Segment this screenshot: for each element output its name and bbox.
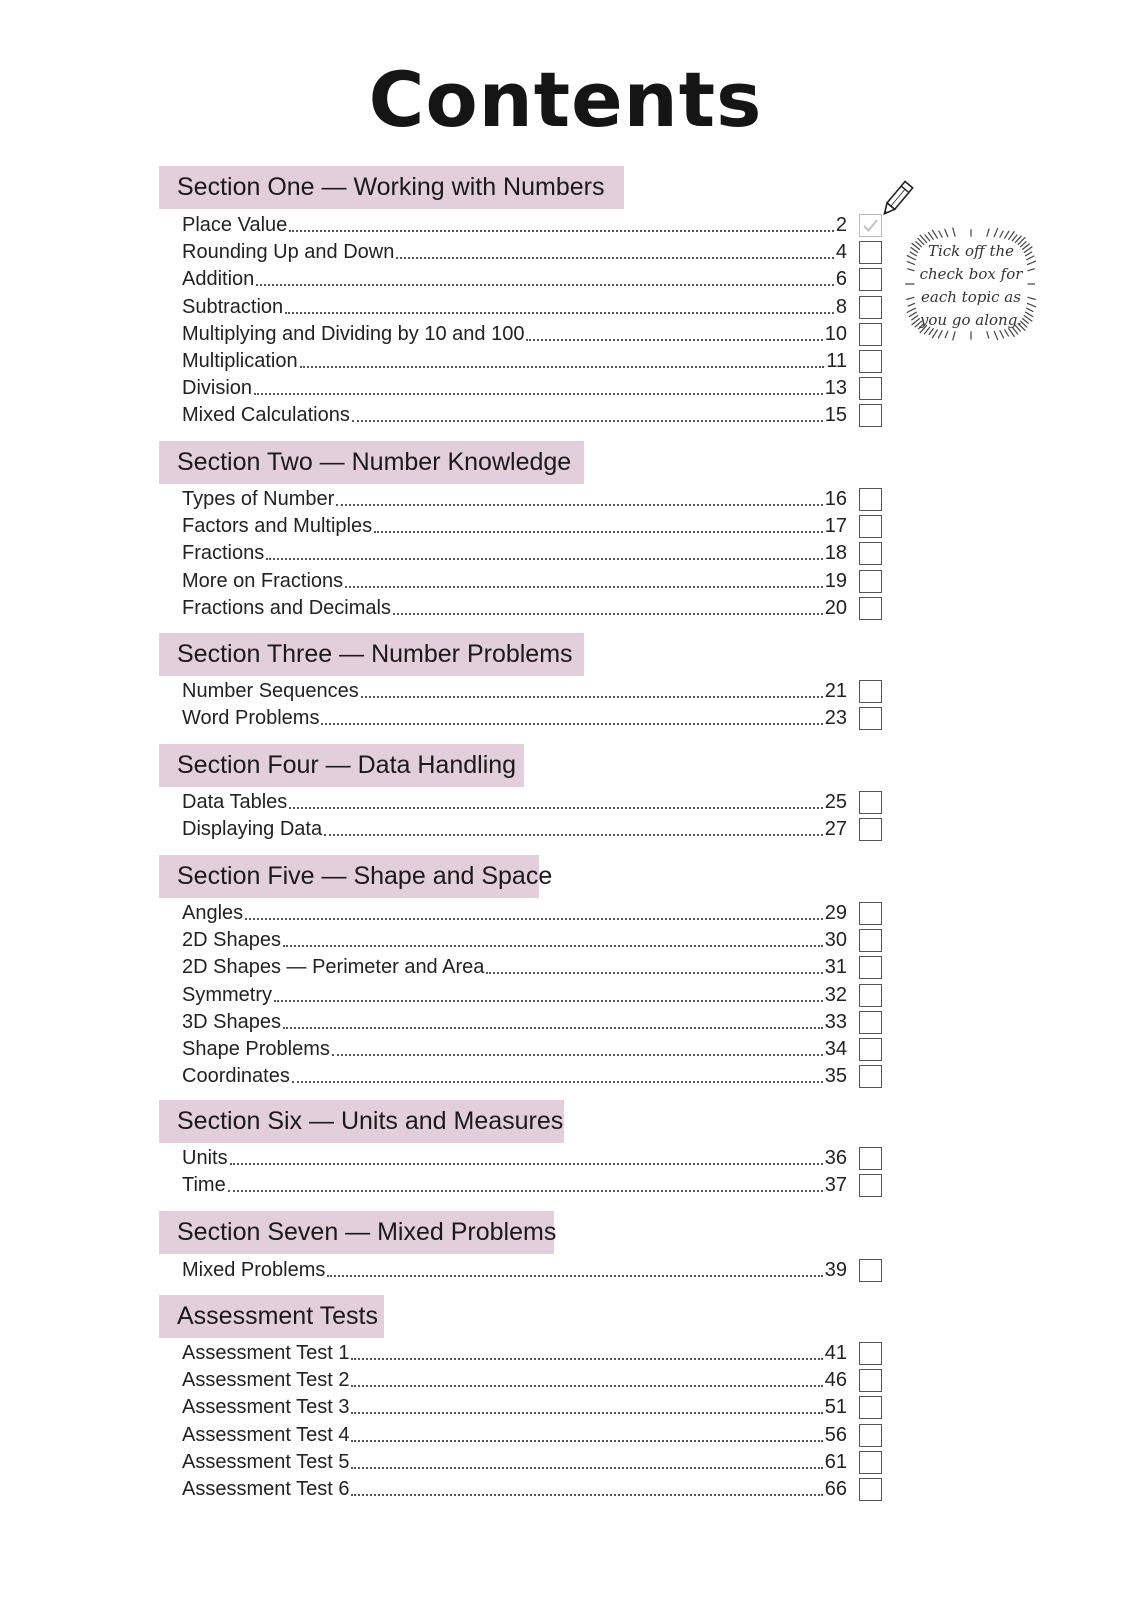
- toc-page-number: 11: [826, 350, 847, 372]
- topic-checkbox[interactable]: [859, 268, 882, 291]
- toc-page-number: 30: [824, 929, 847, 951]
- dot-leader: [374, 530, 823, 533]
- topic-checkbox[interactable]: [859, 1038, 882, 1061]
- topic-checkbox[interactable]: [859, 1259, 882, 1282]
- toc-entry-label: Multiplication: [182, 350, 298, 372]
- page-title: Contents: [368, 55, 763, 144]
- toc-page-number: 46: [824, 1369, 847, 1391]
- toc-entry: [182, 486, 847, 513]
- tick-off-tip: [901, 225, 1041, 343]
- tip-line: check box for: [919, 265, 1023, 283]
- burst-tick: [928, 232, 933, 239]
- topic-checkbox[interactable]: [859, 680, 882, 703]
- toc-page-number: 15: [824, 404, 847, 426]
- toc-entry: [182, 789, 847, 816]
- topic-checkbox[interactable]: [859, 515, 882, 538]
- toc-entry: [182, 982, 847, 1009]
- burst-tick: [945, 229, 948, 236]
- dot-leader: [230, 1162, 823, 1165]
- toc-page-number: 37: [824, 1174, 847, 1196]
- toc-entry-label: Data Tables: [182, 791, 288, 813]
- tip-line: you go along.: [919, 311, 1023, 329]
- dot-leader: [254, 392, 823, 395]
- dot-leader: [351, 1439, 822, 1442]
- toc-page-number: 18: [824, 542, 847, 564]
- toc-entry-label: Assessment Test 3: [182, 1396, 350, 1418]
- topic-checkbox[interactable]: [859, 241, 882, 264]
- dot-leader: [292, 1080, 823, 1083]
- section-header: Section Three — Number Problems: [159, 633, 584, 676]
- dot-leader: [245, 917, 823, 920]
- topic-checkbox[interactable]: [859, 570, 882, 593]
- dot-leader: [289, 229, 834, 232]
- topic-checkbox[interactable]: [859, 296, 882, 319]
- toc-page-number: 39: [824, 1259, 847, 1281]
- topic-checkbox[interactable]: [859, 1478, 882, 1501]
- toc-entry-label: Assessment Test 4: [182, 1424, 350, 1446]
- toc-page-number: 56: [824, 1424, 847, 1446]
- toc-page-number: 4: [835, 241, 847, 263]
- dot-leader: [256, 283, 834, 286]
- toc-entry-label: Factors and Multiples: [182, 515, 373, 537]
- dot-leader: [324, 833, 823, 836]
- burst-tick: [939, 231, 942, 237]
- toc-page-number: 31: [824, 956, 847, 978]
- burst-tick: [994, 331, 997, 339]
- toc-entry-label: Multiplying and Dividing by 10 and 100: [182, 323, 525, 345]
- dot-leader: [526, 338, 822, 341]
- toc-entry: [182, 1422, 847, 1449]
- toc-entry: [182, 540, 847, 567]
- burst-tick: [945, 331, 948, 337]
- toc-page-number: 29: [824, 902, 847, 924]
- toc-entry-label: Coordinates: [182, 1065, 290, 1087]
- toc-entry: [182, 1476, 847, 1503]
- toc-entry-label: Units: [182, 1147, 228, 1169]
- dot-leader: [351, 1493, 822, 1496]
- toc-entry: [182, 212, 847, 239]
- toc-entry-label: Types of Number: [182, 488, 335, 510]
- topic-checkbox[interactable]: [859, 404, 882, 427]
- toc-page-number: 51: [824, 1396, 847, 1418]
- dot-leader: [285, 311, 834, 314]
- section-header: Section Seven — Mixed Problems: [159, 1211, 554, 1254]
- toc-entry: [182, 1036, 847, 1063]
- toc-entry: [182, 595, 847, 622]
- topic-checkbox[interactable]: [859, 1342, 882, 1365]
- topic-checkbox[interactable]: [859, 956, 882, 979]
- toc-entry: [182, 568, 847, 595]
- toc-entry-label: Assessment Test 1: [182, 1342, 350, 1364]
- toc-entry: [182, 1367, 847, 1394]
- dot-leader: [327, 1274, 822, 1277]
- dot-leader: [266, 557, 823, 560]
- tip-text: [901, 240, 1041, 332]
- toc-entry-label: Fractions: [182, 542, 265, 564]
- toc-entry-label: Place Value: [182, 214, 288, 236]
- dot-leader: [332, 1053, 823, 1056]
- toc-page-number: 19: [824, 570, 847, 592]
- section-header: Section Four — Data Handling: [159, 744, 524, 787]
- toc-page-number: 21: [824, 680, 847, 702]
- burst-tick: [953, 332, 955, 340]
- section-header: Section One — Working with Numbers: [159, 166, 624, 209]
- toc-entry: [182, 816, 847, 843]
- toc-entry: [182, 927, 847, 954]
- check-icon: [862, 217, 879, 234]
- toc-entry-label: Rounding Up and Down: [182, 241, 395, 263]
- toc-page-number: 61: [824, 1451, 847, 1473]
- toc-entry-label: 3D Shapes: [182, 1011, 281, 1033]
- toc-page-number: 13: [824, 377, 847, 399]
- topic-checkbox[interactable]: [859, 818, 882, 841]
- toc-entry-label: Number Sequences: [182, 680, 359, 702]
- toc-entry-label: Shape Problems: [182, 1038, 330, 1060]
- topic-checkbox[interactable]: [859, 1174, 882, 1197]
- toc-entry-label: Mixed Calculations: [182, 404, 350, 426]
- dot-leader: [345, 585, 823, 588]
- toc-entry-label: Subtraction: [182, 296, 284, 318]
- dot-leader: [352, 419, 823, 422]
- toc-page-number: 20: [824, 597, 847, 619]
- toc-entry: [182, 1257, 847, 1284]
- burst-tick: [1005, 231, 1009, 238]
- toc-entry: [182, 513, 847, 540]
- dot-leader: [289, 806, 822, 809]
- toc-entry: [182, 900, 847, 927]
- toc-page-number: 34: [824, 1038, 847, 1060]
- dot-leader: [393, 612, 823, 615]
- toc-page-number: 32: [824, 984, 847, 1006]
- toc-entry: [182, 1340, 847, 1367]
- toc-entry: [182, 678, 847, 705]
- section-header: Section Six — Units and Measures: [159, 1100, 564, 1143]
- toc-page-number: 41: [824, 1342, 847, 1364]
- topic-checkbox[interactable]: [859, 542, 882, 565]
- toc-entry-label: Symmetry: [182, 984, 272, 1006]
- burst-tick: [953, 228, 955, 236]
- topic-checkbox[interactable]: [859, 377, 882, 400]
- toc-entry-label: More on Fractions: [182, 570, 344, 592]
- pencil-icon: [876, 178, 916, 222]
- toc-page-number: 17: [824, 515, 847, 537]
- burst-tick: [1000, 231, 1003, 237]
- topic-checkbox[interactable]: [859, 1396, 882, 1419]
- toc-entry: [182, 705, 847, 732]
- toc-entry: [182, 1063, 847, 1090]
- toc-entry-label: Mixed Problems: [182, 1259, 326, 1281]
- toc-page-number: 16: [824, 488, 847, 510]
- toc-page-number: 36: [824, 1147, 847, 1169]
- burst-tick: [994, 228, 997, 236]
- burst-tick: [987, 332, 989, 338]
- toc-entry: [182, 1394, 847, 1421]
- topic-checkbox[interactable]: [859, 597, 882, 620]
- dot-leader: [228, 1189, 823, 1192]
- dot-leader: [351, 1466, 822, 1469]
- topic-checkbox[interactable]: [859, 1011, 882, 1034]
- toc-entry-label: Angles: [182, 902, 244, 924]
- toc-entry: [182, 266, 847, 293]
- burst-tick: [1009, 232, 1014, 240]
- toc-entry: [182, 1172, 847, 1199]
- section-header: Assessment Tests: [159, 1295, 384, 1338]
- topic-checkbox[interactable]: [859, 1424, 882, 1447]
- dot-leader: [396, 256, 834, 259]
- dot-leader: [336, 503, 822, 506]
- toc-page-number: 2: [835, 214, 847, 236]
- toc-entry-label: Assessment Test 6: [182, 1478, 350, 1500]
- topic-checkbox[interactable]: [859, 1065, 882, 1088]
- toc-entry-label: Word Problems: [182, 707, 320, 729]
- toc-page-number: 27: [824, 818, 847, 840]
- toc-page-number: 23: [824, 707, 847, 729]
- toc-entry: [182, 294, 847, 321]
- toc-entry: [182, 954, 847, 981]
- tip-line: Tick off the: [927, 242, 1015, 260]
- topic-checkbox[interactable]: [859, 791, 882, 814]
- topic-checkbox[interactable]: [859, 984, 882, 1007]
- toc-entry-label: Fractions and Decimals: [182, 597, 391, 619]
- topic-checkbox[interactable]: [859, 323, 882, 346]
- toc-entry-label: Time: [182, 1174, 226, 1196]
- toc-page-number: 33: [824, 1011, 847, 1033]
- dot-leader: [486, 971, 822, 974]
- dot-leader: [274, 999, 823, 1002]
- toc-entry: [182, 348, 847, 375]
- toc-page-number: 6: [835, 268, 847, 290]
- dot-leader: [361, 695, 823, 698]
- toc-page-number: 8: [835, 296, 847, 318]
- toc-page-number: 66: [824, 1478, 847, 1500]
- burst-tick: [987, 229, 989, 236]
- toc-entry-label: Displaying Data: [182, 818, 323, 840]
- topic-checkbox[interactable]: [859, 214, 882, 237]
- toc-entry: [182, 1009, 847, 1036]
- topic-checkbox[interactable]: [859, 929, 882, 952]
- toc-page-number: 35: [824, 1065, 847, 1087]
- dot-leader: [321, 722, 822, 725]
- toc-entry: [182, 402, 847, 429]
- topic-checkbox[interactable]: [859, 1369, 882, 1392]
- toc-entry-label: Assessment Test 2: [182, 1369, 350, 1391]
- dot-leader: [351, 1357, 822, 1360]
- toc-entry-label: 2D Shapes — Perimeter and Area: [182, 956, 485, 978]
- topic-checkbox[interactable]: [859, 350, 882, 373]
- toc-entry-label: Assessment Test 5: [182, 1451, 350, 1473]
- toc-entry: [182, 239, 847, 266]
- toc-entry: [182, 1145, 847, 1172]
- section-header: Section Two — Number Knowledge: [159, 441, 584, 484]
- dot-leader: [300, 365, 825, 368]
- dot-leader: [351, 1411, 822, 1414]
- toc-entry: [182, 1449, 847, 1476]
- burst-tick: [932, 230, 937, 238]
- topic-checkbox[interactable]: [859, 1147, 882, 1170]
- toc-entry-label: Division: [182, 377, 253, 399]
- toc-entry: [182, 375, 847, 402]
- toc-page-number: 25: [824, 791, 847, 813]
- topic-checkbox[interactable]: [859, 707, 882, 730]
- section-header: Section Five — Shape and Space: [159, 855, 539, 898]
- toc-entry-label: 2D Shapes: [182, 929, 281, 951]
- topic-checkbox[interactable]: [859, 488, 882, 511]
- toc-entry: [182, 321, 847, 348]
- toc-page-number: 10: [824, 323, 847, 345]
- tip-line: each topic as: [921, 288, 1021, 306]
- topic-checkbox[interactable]: [859, 902, 882, 925]
- topic-checkbox[interactable]: [859, 1451, 882, 1474]
- dot-leader: [283, 1026, 823, 1029]
- toc-entry-label: Addition: [182, 268, 255, 290]
- dot-leader: [283, 944, 823, 947]
- dot-leader: [351, 1384, 822, 1387]
